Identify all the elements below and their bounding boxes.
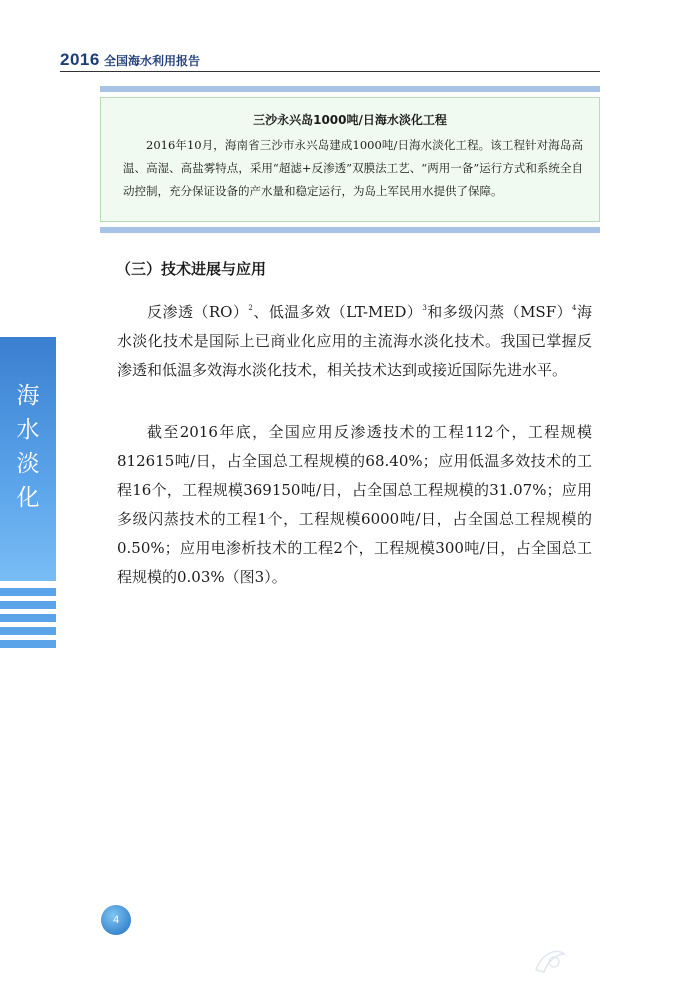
case-box-text: 2016年10月，海南省三沙市永兴岛建成1000吨/日海水淡化工程。该工程针对海岛高温、高湿、高盐雾特点，采用“超滤+反渗透”双膜法工艺、“两用一备”运行方式和系统全自动控制，充分保证设备的产水量和稳定运行，为岛上军民用水提供了保障。 (123, 138, 583, 198)
para1-text-3: 和多级闪蒸（MSF） (426, 303, 573, 321)
case-box-top-bar (100, 86, 600, 92)
side-tab-char: 化 (16, 485, 40, 511)
para1-text-1: 反渗透（RO） (147, 303, 249, 321)
report-title: 全国海水利用报告 (104, 54, 201, 68)
side-stripe (0, 627, 56, 635)
report-year: 2016 (60, 50, 100, 69)
chapter-side-tab (0, 337, 56, 581)
side-stripe (0, 601, 56, 609)
para1-text-4: 海水淡化技术是国际上已商业化应用的主流海水淡化技术。我国已掌握反渗透和低温多效海水淡化技术，相关技术达到或接近国际先进水平。 (117, 303, 592, 379)
watermark-logo-icon (532, 946, 568, 976)
para1-text-2: 、低温多效（LT-MED） (252, 303, 423, 321)
side-tab-char: 水 (16, 417, 40, 443)
case-box-title: 三沙永兴岛1000吨/日海水淡化工程 (253, 113, 447, 127)
section-heading: （三）技术进展与应用 (116, 260, 267, 278)
paragraph-technologies (117, 298, 592, 385)
footnote-ref-3: 3 (422, 304, 427, 312)
page-number: 4 (101, 905, 131, 935)
paragraph-statistics: 截至2016年底，全国应用反渗透技术的工程112个，工程规模812615吨/日，占全国总工程规模的68.40%；应用低温多效技术的工程16个，工程规模369150吨/日，占全国总工程规模的31.07%；应用多级闪蒸技术的工程1个，工程规模6000吨/日，占全国总工程规模的0.50%；应用电渗析技术的工程2个，工程规模300吨/日，占全国总工程规模的0.03%（图3）。 (117, 423, 592, 586)
case-box-bottom-bar (100, 227, 600, 233)
page-header (60, 52, 600, 70)
side-tab-char: 海 (16, 383, 40, 409)
footnote-ref-2: 2 (248, 304, 253, 312)
side-stripe (0, 588, 56, 596)
case-box (100, 97, 600, 222)
side-tab-char: 淡 (16, 451, 40, 477)
footnote-ref-4: 4 (572, 304, 577, 312)
side-stripe (0, 640, 56, 648)
side-stripe (0, 614, 56, 622)
header-rule (60, 71, 600, 72)
